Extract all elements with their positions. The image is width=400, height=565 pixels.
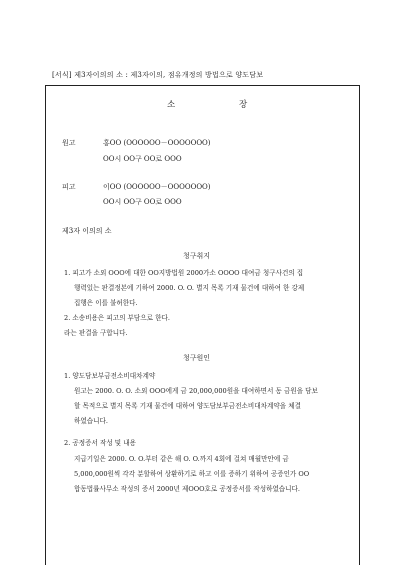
section1-line: 원고는 2000. O. O. 소외 OOO에게 금 20,000,000원을 대여하면서 동 금원을 담보 — [74, 387, 318, 395]
section2-line: 5,000,000원씩 각각 분할하여 상환하기로 하고 이를 증하기 위하여 공증인가 OO — [74, 470, 310, 478]
claims-line: 1. 피고가 소외 OOO에 대한 OO지방법원 2000가소 OOOO 대여금 청구사건의 집 — [64, 269, 304, 277]
title-left-char: 소 — [167, 100, 176, 110]
defendant-address: OO시 OO구 OO로 OOO — [103, 198, 182, 206]
claims-line: 라는 판결을 구합니다. — [64, 329, 128, 337]
causes-heading: 청구원인 — [183, 354, 211, 362]
plaintiff-address: OO시 OO구 OO로 OOO — [103, 155, 182, 163]
complaint-document — [45, 85, 360, 565]
claims-line: 행력있는 판결정본에 기하여 2000. O. O. 별지 목록 기재 물건에 대하여 한 강제 — [74, 284, 305, 292]
section2-line: 합동법률사무소 작성의 증서 2000년 제OOO호로 공정증서를 작성하였습니다. — [74, 485, 301, 493]
section1-title: 1. 양도담보부금전소비대차계약 — [64, 372, 156, 380]
section2-line: 지급기일은 2000. O. O.부터 같은 해 O. O.까지 4회에 걸쳐 매월만안에 금 — [74, 455, 289, 463]
claims-line: 집행은 이를 불허한다. — [74, 299, 138, 307]
section2-title: 2. 공정증서 작성 및 내용 — [64, 439, 137, 447]
case-name: 제3자 이의의 소 — [62, 227, 112, 235]
section1-line: 할 목적으로 별지 목록 기재 물건에 대하여 양도담보부금전소비대차계약을 체결 — [74, 402, 301, 410]
plaintiff-name-id: 홍OO (OOOOOO－OOOOOOO) — [103, 139, 211, 147]
defendant-name-id: 이OO (OOOOOO－OOOOOOO) — [103, 183, 211, 191]
section1-line: 하였습니다. — [74, 417, 108, 425]
form-caption: [서식] 제3자이의의 소 : 제3자이의, 점유개정의 방법으로 양도담보 — [52, 71, 264, 79]
claims-heading: 청구취지 — [183, 252, 211, 260]
claims-line: 2. 소송비용은 피고의 부담으로 한다. — [64, 314, 170, 322]
defendant-label: 피고 — [62, 183, 76, 191]
title-right-char: 장 — [239, 100, 248, 110]
plaintiff-label: 원고 — [62, 139, 76, 147]
